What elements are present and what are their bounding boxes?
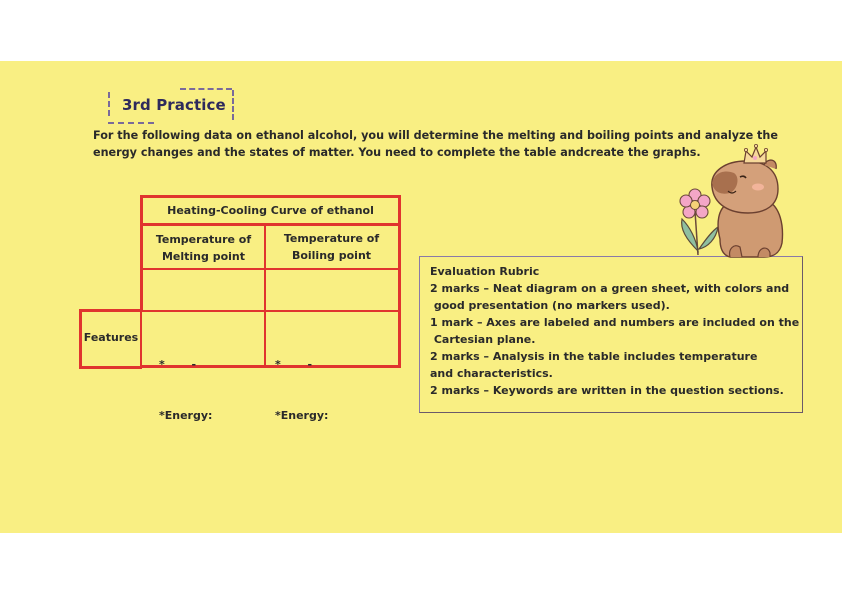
boiling-features-cell[interactable] <box>264 310 401 422</box>
boiling-point-header-cell <box>264 224 401 270</box>
dashed-frame-right <box>232 90 234 120</box>
rubric-line: 2 marks – Neat diagram on a green sheet, with colors and <box>430 282 790 295</box>
melting-features-cell[interactable] <box>140 310 266 422</box>
features-label: Features <box>83 331 139 344</box>
capybara-with-crown-smelling-flower-icon <box>668 143 788 261</box>
dashed-frame-bottom <box>108 122 154 124</box>
instructions-line-1: For the following data on ethanol alcohol, you will determine the melting and boiling points and analyze the <box>93 129 778 142</box>
boiling-features-text <box>275 322 328 458</box>
table-header-text: Heating-Cooling Curve of ethanol <box>167 204 374 217</box>
boiling-point-value-cell[interactable] <box>264 269 401 312</box>
melting-features-energy: *Energy: <box>159 409 213 422</box>
rubric-line: 2 marks – Keywords are written in the question sections. <box>430 384 784 397</box>
dashed-frame-top <box>180 88 232 90</box>
rubric-line: 1 mark – Axes are labeled and numbers are included on the <box>430 316 800 329</box>
boiling-header-line-1: Temperature of <box>283 232 380 245</box>
boiling-header-line-2: Boiling point <box>291 249 372 262</box>
melting-point-header-cell <box>140 224 266 270</box>
melting-point-value-cell[interactable] <box>140 269 266 312</box>
rubric-line: good presentation (no markers used). <box>430 299 670 312</box>
melting-features-line-1: * - <box>159 358 197 371</box>
table-header-cell <box>140 195 401 225</box>
rubric-title: Evaluation Rubric <box>430 265 540 278</box>
features-label-cell <box>79 309 142 369</box>
rubric-line: and characteristics. <box>430 367 553 380</box>
instructions-line-2: energy changes and the states of matter. You need to complete the table andcreate the graphs. <box>93 146 701 159</box>
boiling-features-energy: *Energy: <box>275 409 329 422</box>
melting-header-line-2: Melting point <box>161 250 246 263</box>
rubric-line: 2 marks – Analysis in the table includes temperature <box>430 350 758 363</box>
rubric-content <box>430 263 799 399</box>
boiling-point-header <box>265 230 398 264</box>
title-frame <box>108 88 234 124</box>
melting-features-text <box>159 322 212 458</box>
boiling-features-line-1: * - <box>275 358 313 371</box>
page-title: 3rd Practice <box>122 96 226 114</box>
rubric-line: Cartesian plane. <box>430 333 536 346</box>
melting-point-header <box>143 231 264 265</box>
melting-header-line-1: Temperature of <box>155 233 252 246</box>
dashed-frame-left <box>108 92 110 116</box>
evaluation-rubric-box <box>419 256 803 413</box>
